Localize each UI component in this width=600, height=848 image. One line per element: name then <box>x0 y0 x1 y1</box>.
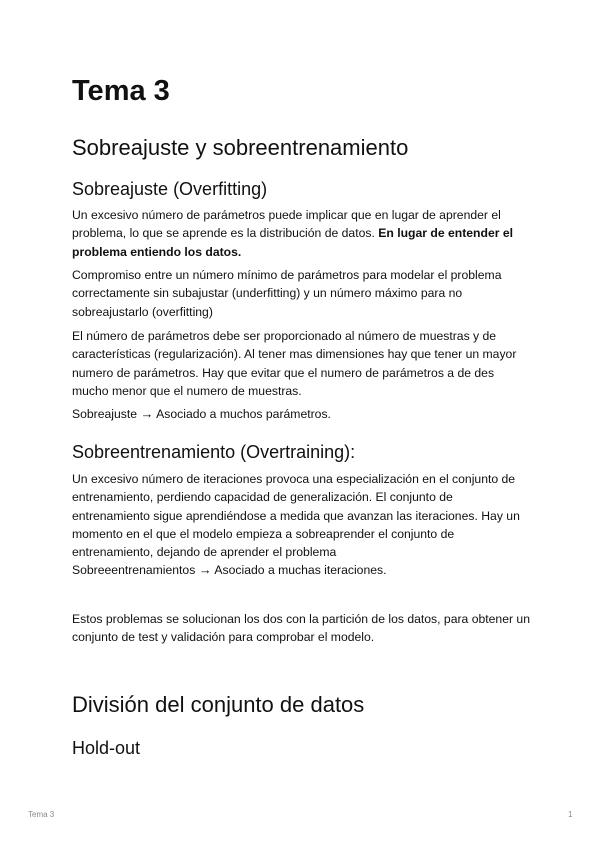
subheading-overtraining: Sobreentrenamiento (Overtraining): <box>72 442 356 462</box>
paragraph-overfitting-bold: En lugar de entender el problema entiendo los datos. <box>72 226 514 259</box>
overtraining-summary-description: Asociado a muchas iteraciones. <box>214 563 387 578</box>
footer-left: Tema 3 <box>28 810 55 819</box>
summary-description: Asociado a muchos parámetros. <box>156 407 331 421</box>
subheading-hold-out: Hold-out <box>72 738 141 758</box>
paragraph-overfitting-definition <box>72 206 532 261</box>
overtraining-summary-term: Sobreeentrenamientos <box>72 563 196 578</box>
paragraph-overfitting-text: Un excesivo número de parámetros puede implicar que en lugar de aprender el problema, lo que se aprende es la distribución de datos. <box>72 208 501 241</box>
subheading-overfitting: Sobreajuste (Overfitting) <box>72 179 268 199</box>
section-heading-overfitting: Sobreajuste y sobreentrenamiento <box>72 135 409 160</box>
footer-page-number: 1 <box>568 810 573 819</box>
summary-term: Sobreajuste <box>72 407 138 421</box>
paragraph-overtraining-definition <box>72 470 532 580</box>
paragraph-overfitting-summary <box>72 405 532 423</box>
paragraph-overtraining-text: Un excesivo número de iteraciones provoca una especialización en el conjunto de entrenamiento, perdiendo capacidad de generalización. El conjunto de entrenamiento sigue aprendiéndose a medida que avanzan las iteraciones. Hay un momento en el que el modelo empieza a sobreaprender el conjunto de entrenamiento, dejando de aprender el problema <box>72 472 520 560</box>
section-heading-data-split: División del conjunto de datos <box>72 692 365 717</box>
paragraph-compromise: Compromiso entre un número mínimo de parámetros para modelar el problema correctamente sin subajustar (underfitting) y un número máximo para no sobreajustarlo (overfitting) <box>72 268 502 319</box>
right-arrow-icon: → <box>140 406 154 421</box>
paragraph-parameters: El número de parámetros debe ser proporcionado al número de muestras y de características (regularización). Al tener mas dimensiones hay que tener un mayor numero de parámetros. Hay que evitar que el numero de parámetros a de des mucho menor que el numero de muestras. <box>72 329 517 398</box>
paragraph-solution: Estos problemas se solucionan los dos con la partición de los datos, para obtener un conjunto de test y validación para comprobar el modelo. <box>72 612 530 645</box>
page-title: Tema 3 <box>72 75 170 107</box>
right-arrow-icon: → <box>198 562 212 578</box>
